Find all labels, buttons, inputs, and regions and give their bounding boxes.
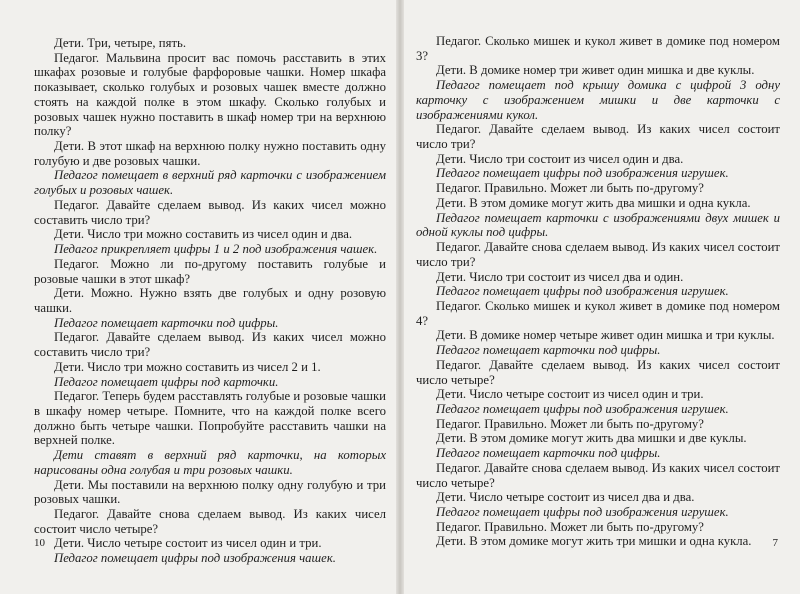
paragraph: Педагог прикрепляет цифры 1 и 2 под изображения чашек. [54,242,378,257]
paragraph: Дети. Число три можно составить из чисел один и два. [54,227,353,242]
paragraph: Дети ставят в верхний ряд карточки, на которых нарисованы одна голубая и три розовых чашки. [34,448,386,477]
paragraph: Педагог помещает цифры под изображения чашек. [54,551,336,566]
paragraph: Дети. В этом домике могут жить два мишки и две куклы. [436,431,747,446]
paragraph: Дети. В домике номер четыре живет один мишка и три куклы. [436,328,775,343]
paragraph: Педагог помещает под крышу домика с цифрой 3 одну карточку с изображением мишки и две карточки с изображениями кукол. [416,78,780,122]
paragraph: Педагог помещает цифры под изображения игрушек. [436,505,729,519]
paragraph: Педагог помещает карточки с изображениями двух мишек и одной куклы под цифры. [416,210,780,240]
paragraph: Дети. Число три состоит из чисел два и один. [436,269,684,284]
paragraph: Дети. Три, четыре, пять. [54,36,187,50]
paragraph: Педагог. Правильно. Может ли быть по-другому? [436,181,704,196]
paragraph: Педагог. Давайте сделаем вывод. Из каких чисел состоит число три? [416,122,780,152]
paragraph: Педагог. Можно ли по-другому поставить голубые и розовые чашки в этот шкаф? [34,256,386,286]
paragraph: Педагог. Теперь будем расставлять голубые и розовые чашки в шкафу номер четыре. Помните, что на каждой полке всего должно быть четыре чашки. Попробуйте расставить чашки на верхней полке. [34,389,386,448]
paragraph: Педагог. Давайте снова сделаем вывод. Из каких чисел состоит число четыре? [416,460,780,490]
paragraph: Дети. Число четыре состоит из чисел два и два. [436,490,695,505]
paragraph: Педагог помещает цифры под карточки. [54,374,279,389]
paragraph: Педагог помещает карточки под цифры. [54,315,279,330]
right-page [400,0,800,594]
paragraph: Педагог. Давайте сделаем вывод. Из каких чисел можно составить число три? [34,330,386,360]
paragraph: Педагог помещает цифры под изображения игрушек. [436,166,729,181]
paragraph: Дети. В этом домике могут жить два мишки и одна кукла. [436,195,751,210]
paragraph: Дети. В домике номер три живет один мишка и две куклы. [436,63,755,78]
paragraph: Педагог помещает в верхний ряд карточки с изображением голубых и розовых чашек. [34,168,386,198]
paragraph: Дети. В этом домике могут жить три мишки и одна кукла. [436,534,752,549]
book-gutter [396,0,404,594]
paragraph: Дети. Мы поставили на верхнюю полку одну голубую и три розовых чашки. [34,477,386,507]
paragraph: Педагог помещает цифры под изображения игрушек. [436,284,729,299]
left-page-text [34,36,386,566]
page-number: 10 [34,537,45,549]
paragraph: Педагог помещает карточки под цифры. [436,343,661,358]
right-page-text [416,34,780,549]
paragraph: Дети. Число три можно составить из чисел 2 и 1. [54,359,321,374]
paragraph: Педагог. Давайте сделаем вывод. Из каких чисел состоит число четыре? [416,357,780,387]
paragraph: Педагог. Давайте снова сделаем вывод. Из каких чисел состоит число четыре? [34,507,386,536]
paragraph: Педагог. Сколько мишек и кукол живет в домике под номером 3? [416,34,780,63]
paragraph: Педагог. Давайте сделаем вывод. Из каких чисел можно составить число три? [34,197,386,227]
paragraph: Педагог. Сколько мишек и кукол живет в домике под номером 4? [416,298,780,328]
paragraph: Дети. Число четыре состоит из чисел один и три. [436,387,704,402]
page-number: 7 [772,537,778,549]
paragraph: Дети. В этот шкаф на верхнюю полку нужно поставить одну голубую и две розовых чашки. [34,139,386,168]
paragraph: Педагог помещает цифры под изображения игрушек. [436,401,729,416]
paragraph: Педагог. Давайте снова сделаем вывод. Из каких чисел состоит число три? [416,240,780,269]
paragraph: Педагог. Правильно. Может ли быть по-другому? [436,416,704,431]
paragraph: Педагог. Мальвина просит вас помочь расставить в этих шкафах розовые и голубые фарфоровые чашки. Номер шкафа показывает, сколько голубых и розовых чашек вместе должно стоять на каждой полке в этом шкафу. Сколько голубых и розовых чашек нужно поставить в шкаф номер три на верхнюю полку? [34,50,386,139]
paragraph: Дети. Число четыре состоит из чисел один и три. [54,536,322,551]
paragraph: Педагог помещает карточки под цифры. [436,446,661,461]
paragraph: Педагог. Правильно. Может ли быть по-другому? [436,519,704,534]
paragraph: Дети. Число три состоит из чисел один и два. [436,151,684,166]
paragraph: Дети. Можно. Нужно взять две голубых и одну розовую чашки. [34,286,386,315]
